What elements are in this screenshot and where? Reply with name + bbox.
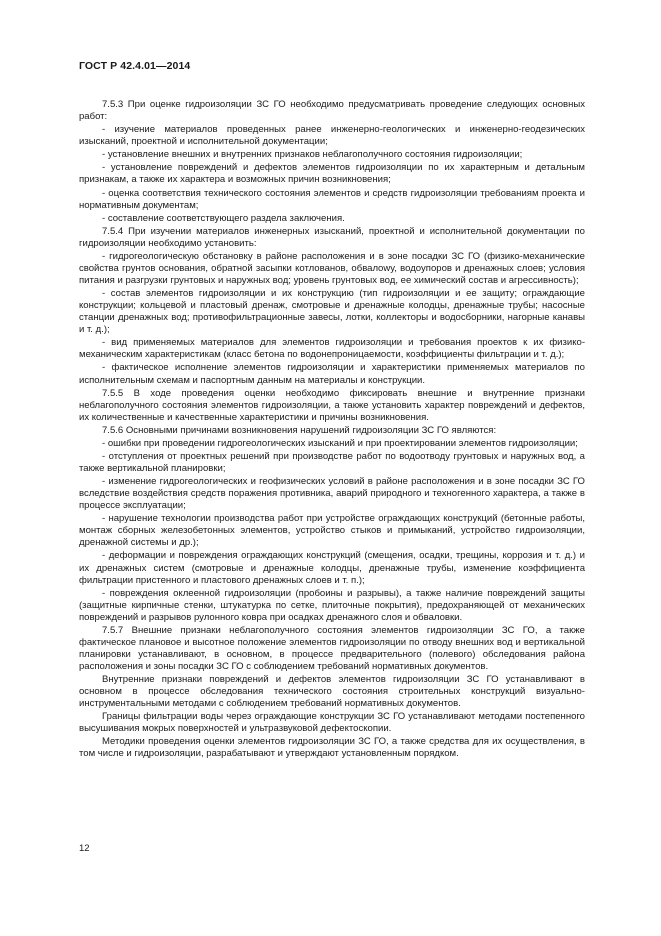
paragraph: Внутренние признаки повреждений и дефектов элементов гидроизоляции ЗС ГО устанавливают в основном в процессе обследования технического состояния строительных конструкций визуально-инструментальными методами с соблюдением требований нормативных документов. [79,674,585,710]
list-item: - установление внешних и внутренних признаков неблагополучного состояния гидроизоляции; [102,149,523,161]
list-item: - оценка соответствия технического состояния элементов и средств гидроизоляции требованиям проекта и нормативным документам; [79,187,585,211]
list-item: - фактическое исполнение элементов гидроизоляции и характеристики применяемых материалов по исполнительным схемам и паспортным данным на материалы и конструкции. [79,362,585,386]
list-item: - изменение гидрогеологических и геофизических условий в районе расположения и в зоне посадки ЗС ГО вследствие воздействия средств поражения противника, аварий природного и техногенного характера, а также в процессе эксплуатации; [79,476,585,512]
paragraph: 7.5.6 Основными причинами возникновения нарушений гидроизоляции ЗС ГО являются: [102,424,497,436]
paragraph: 7.5.7 Внешние признаки неблагополучного состояния элементов гидроизоляции ЗС ГО, а также фактическое плановое и высотное положение элементов гидроизоляции по отводу внешних вод и вертикальной планировки устанавливают, в основном, в процессе предварительного (полевого) обследования района расположения и зоны посадки ЗС ГО с соблюдением требований нормативных документов. [79,624,585,672]
paragraph: 7.5.4 При изучении материалов инженерных изысканий, проектной и исполнительной документации по гидроизоляции необходимо установить: [79,225,585,249]
list-item: - гидрогеологическую обстановку в районе расположения и в зоне посадки ЗС ГО (физико-механические свойства грунтов основания, обратной засыпки котлованов, обвалowy, водоупоров и дренажных слоев; условия питания и разгрузки грунтовых и наружных вод; уровень грунтовых вод, ее химический состав и агрессивность); [79,250,585,286]
list-item: - деформации и повреждения ограждающих конструкций (смещения, осадки, трещины, коррозия и т. д.) и их дренажных систем (смотровые и дренажные колодцы, дренажные трубы, изменение коэффициента фильтрации пристенного и пластового дренажных слоев и т. п.); [79,550,585,586]
document-header: ГОСТ Р 42.4.01—2014 [79,60,191,72]
list-item: - состав элементов гидроизоляции и их конструкцию (тип гидроизоляции и ее защиту; ограждающие конструкции; кольцевой и пластовый дренаж, смотровые и дренажные колодцы, дренажные трубы; насосные станции дренажных вод; противофильтрационные завесы, лотки, коллекторы и водосборники, нагорные канавы и т. д.); [79,288,585,336]
page-number: 12 [79,843,90,854]
list-item: - ошибки при проведении гидрогеологических изысканий и при проектировании элементов гидроизоляции; [102,437,578,449]
document-body [79,99,585,762]
list-item: - установление повреждений и дефектов элементов гидроизоляции по их характерным и детальным признакам, а также их характера и возможных причин возникновения; [79,162,585,186]
paragraph: 7.5.5 В ходе проведения оценки необходимо фиксировать внешние и внутренние признаки неблагополучного состояния элементов гидроизоляции, а также установить характер повреждений и дефектов, их количественные и качественные характеристики и причины возникновения. [79,387,585,423]
list-item: - нарушение технологии производства работ при устройстве ограждающих конструкций (бетонные работы, монтаж сборных железобетонных элементов, устройство стыков и примыканий, устройство гидроизоляции, дренажной системы и др.); [79,513,585,549]
list-item: - вид применяемых материалов для элементов гидроизоляции и требования проектов к их физико-механическим характеристикам (класс бетона по водонепроницаемости, коэффициенты фильтрации и т. д.); [79,337,585,361]
paragraph: Методики проведения оценки элементов гидроизоляции ЗС ГО, а также средства для их осуществления, в том числе и гидроизоляции, разрабатывают и утверждают установленным порядком. [79,736,585,760]
paragraph: Границы фильтрации воды через ограждающие конструкции ЗС ГО устанавливают методами постепенного высушивания мокрых поверхностей и ультразвуковой дефектоскопии. [79,711,585,735]
list-item: - отступления от проектных решений при производстве работ по водоотводу грунтовых и наружных вод, а также вертикальной планировки; [79,450,585,475]
paragraph: 7.5.3 При оценке гидроизоляции ЗС ГО необходимо предусматривать проведение следующих основных работ: [79,99,585,123]
list-item: - изучение материалов проведенных ранее инженерно-геологических и инженерно-геодезических изысканий, проектной и исполнительной документации; [79,124,585,148]
list-item: - повреждения оклеенной гидроизоляции (пробоины и разрывы), а также наличие повреждений защиты (защитные кирпичные стенки, штукатурка по сетке, плиточные покрытия), предохраняющей от механических повреждений и разрывов рулонного ковра при осадках дренажного слоя и обваловки. [79,587,585,623]
list-item: - составление соответствующего раздела заключения. [102,212,345,224]
